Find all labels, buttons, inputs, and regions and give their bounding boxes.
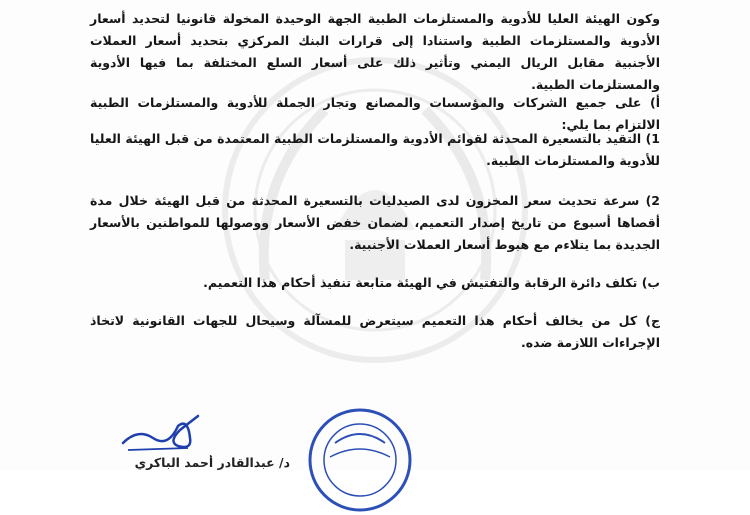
clause-b: ب) تكلف دائرة الرقابة والتفتيش في الهيئة متابعة تنفيذ أحكام هذا التعميم.	[203, 275, 660, 290]
clause-a: أ) على جميع الشركات والمؤسسات والمصانع وتجار الجملة للأدوية والمستلزمات الطبية الالتزام بما يلي:	[90, 95, 660, 132]
official-stamp-icon	[305, 405, 415, 515]
intro-paragraph: وكون الهيئة العليا للأدوية والمستلزمات الطبية الجهة الوحيدة المخولة قانونيا لتحديد أسعار الأدوية والمستلزمات الطبية واستنادا إلى قرارات البنك المركزي بتحديد أسعار العملات الأجنبية مقابل الريال اليمني وتأثير ذلك على أسعار السلع المختلفة بما فيها الأدوية والمستلزمات الطبية.	[90, 11, 660, 92]
handwritten-signature-icon	[118, 408, 208, 458]
clause-a-item-2: 2) سرعة تحديث سعر المخزون لدى الصيدليات بالتسعيرة المحدثة من قبل الهيئة خلال مدة أقصاها أسبوع من تاريخ إصدار التعميم، لضمان خفض الأسعار ووصولها للمواطنين بالأسعار الجديدة بما يتلاءم مع هبوط أسعار العملات الأجنبية.	[90, 193, 660, 252]
clause-c: ج) كل من يخالف أحكام هذا التعميم سيتعرض للمسآلة وسيحال للجهات القانونية لاتخاذ الإجراءات اللازمة ضده.	[90, 313, 660, 350]
clause-a-item-1: 1) التقيد بالتسعيرة المحدثة لقوائم الأدوية والمستلزمات الطبية المعتمدة من قبل الهيئة العليا للأدوية والمستلزمات الطبية.	[90, 131, 660, 168]
signatory-name: د/ عبدالقادر أحمد الباكري	[134, 455, 290, 470]
